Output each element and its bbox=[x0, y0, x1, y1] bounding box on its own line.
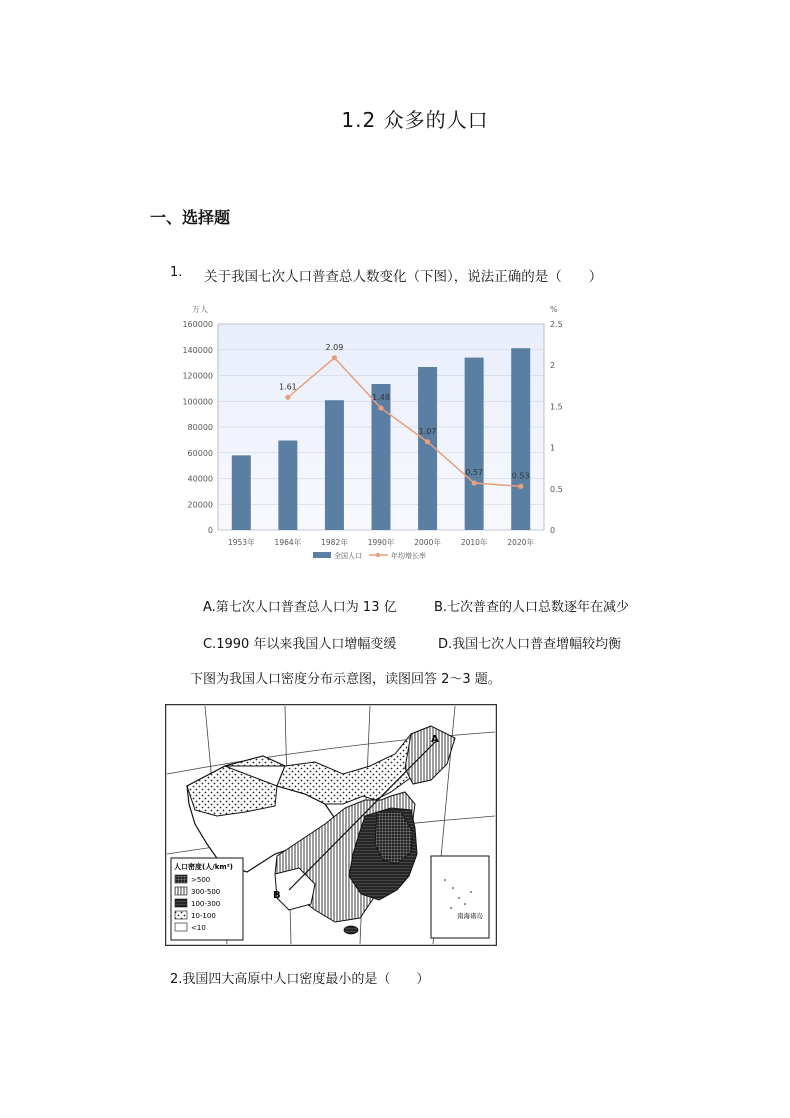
y-right-tick-label: 1 bbox=[550, 443, 556, 453]
legend-swatch-10 bbox=[175, 911, 187, 919]
y-right-tick-label: 0 bbox=[550, 526, 556, 535]
growth-rate-point bbox=[285, 395, 290, 400]
data-label: 1.61 bbox=[278, 382, 297, 392]
x-tick-label: 1964年 bbox=[274, 538, 302, 547]
growth-rate-point bbox=[378, 405, 383, 410]
population-density-map bbox=[165, 704, 497, 946]
inset-label: 南海诸岛 bbox=[457, 912, 483, 920]
legend-swatch-lt10 bbox=[175, 923, 187, 931]
legend-growth-rate: 年均增长率 bbox=[391, 552, 426, 560]
question-text: 关于我国七次人口普查总人数变化（下图），说法正确的是（ ） bbox=[204, 269, 603, 285]
x-tick-label: 1953年 bbox=[227, 538, 255, 547]
growth-rate-point bbox=[472, 480, 477, 485]
y-right-tick-label: 2.5 bbox=[550, 320, 563, 329]
south-sea-inset bbox=[431, 856, 489, 938]
data-label: 0.53 bbox=[511, 471, 530, 481]
legend-item-lt10: <10 bbox=[191, 924, 206, 932]
legend-swatch-300 bbox=[175, 887, 187, 895]
option-d[interactable]: D.我国七次人口普查增幅较均衡 bbox=[438, 637, 622, 652]
y-left-tick-label: 60000 bbox=[187, 448, 213, 458]
label-a: A bbox=[431, 734, 439, 745]
bar bbox=[278, 441, 297, 530]
y-left-tick-label: 160000 bbox=[182, 320, 213, 329]
option-b[interactable]: B.七次普查的人口总数逐年在减少 bbox=[434, 600, 630, 615]
map-legend-title: 人口密度(人/km²) bbox=[174, 863, 233, 871]
bar bbox=[232, 455, 251, 530]
map-intro-text: 下图为我国人口密度分布示意图，读图回答 2～3 题。 bbox=[190, 672, 501, 687]
data-label: 0.57 bbox=[465, 468, 484, 478]
y-left-tick-label: 80000 bbox=[187, 423, 213, 432]
legend-bar-swatch bbox=[313, 552, 331, 558]
y-left-tick-label: 20000 bbox=[187, 500, 213, 510]
population-chart bbox=[170, 298, 580, 568]
y-right-tick-label: 1.5 bbox=[550, 402, 563, 412]
bar bbox=[465, 358, 484, 530]
bar bbox=[511, 348, 530, 530]
legend-swatch-100 bbox=[175, 899, 187, 907]
legend-population: 全国人口 bbox=[334, 552, 362, 560]
option-a[interactable]: A.第七次人口普查总人口为 13 亿 bbox=[203, 600, 397, 615]
y-left-axis-label: 万人 bbox=[192, 305, 208, 314]
hainan-island bbox=[344, 926, 358, 934]
data-label: 2.09 bbox=[325, 342, 344, 352]
y-left-tick-label: 40000 bbox=[187, 474, 213, 484]
x-tick-label: 2020年 bbox=[507, 538, 535, 547]
label-b: B bbox=[273, 890, 281, 901]
legend-item-300: 300-500 bbox=[191, 888, 221, 896]
growth-rate-point bbox=[425, 439, 430, 444]
y-left-tick-label: 0 bbox=[207, 526, 213, 535]
legend-swatch-500 bbox=[175, 875, 187, 883]
question-2-text: 2.我国四大高原中人口密度最小的是（ ） bbox=[170, 972, 430, 987]
legend-item-10: 10-100 bbox=[191, 912, 216, 920]
question-number: 1. bbox=[170, 265, 183, 280]
option-c[interactable]: C.1990 年以来我国人口增幅变缓 bbox=[203, 637, 397, 652]
x-tick-label: 2010年 bbox=[460, 538, 488, 547]
x-tick-label: 1982年 bbox=[321, 538, 348, 547]
page-title: 1.2 众多的人口 bbox=[341, 108, 489, 132]
section-heading: 一、选择题 bbox=[150, 208, 231, 227]
bar bbox=[325, 400, 344, 530]
y-right-tick-label: 2 bbox=[550, 361, 556, 371]
data-label: 1.48 bbox=[372, 393, 390, 403]
growth-rate-point bbox=[332, 355, 337, 360]
y-right-tick-label: 0.5 bbox=[550, 484, 563, 494]
y-right-axis-label: % bbox=[550, 305, 558, 314]
y-left-tick-label: 140000 bbox=[182, 345, 213, 355]
legend-item-500: >500 bbox=[191, 876, 211, 884]
y-left-tick-label: 120000 bbox=[182, 371, 213, 381]
data-label: 1.07 bbox=[418, 426, 437, 436]
x-tick-label: 1990年 bbox=[367, 538, 395, 547]
y-left-tick-label: 100000 bbox=[182, 397, 213, 407]
growth-rate-point bbox=[518, 484, 523, 489]
legend-line-marker bbox=[376, 553, 380, 557]
legend-item-100: 100-300 bbox=[191, 900, 221, 908]
x-tick-label: 2000年 bbox=[414, 538, 441, 547]
